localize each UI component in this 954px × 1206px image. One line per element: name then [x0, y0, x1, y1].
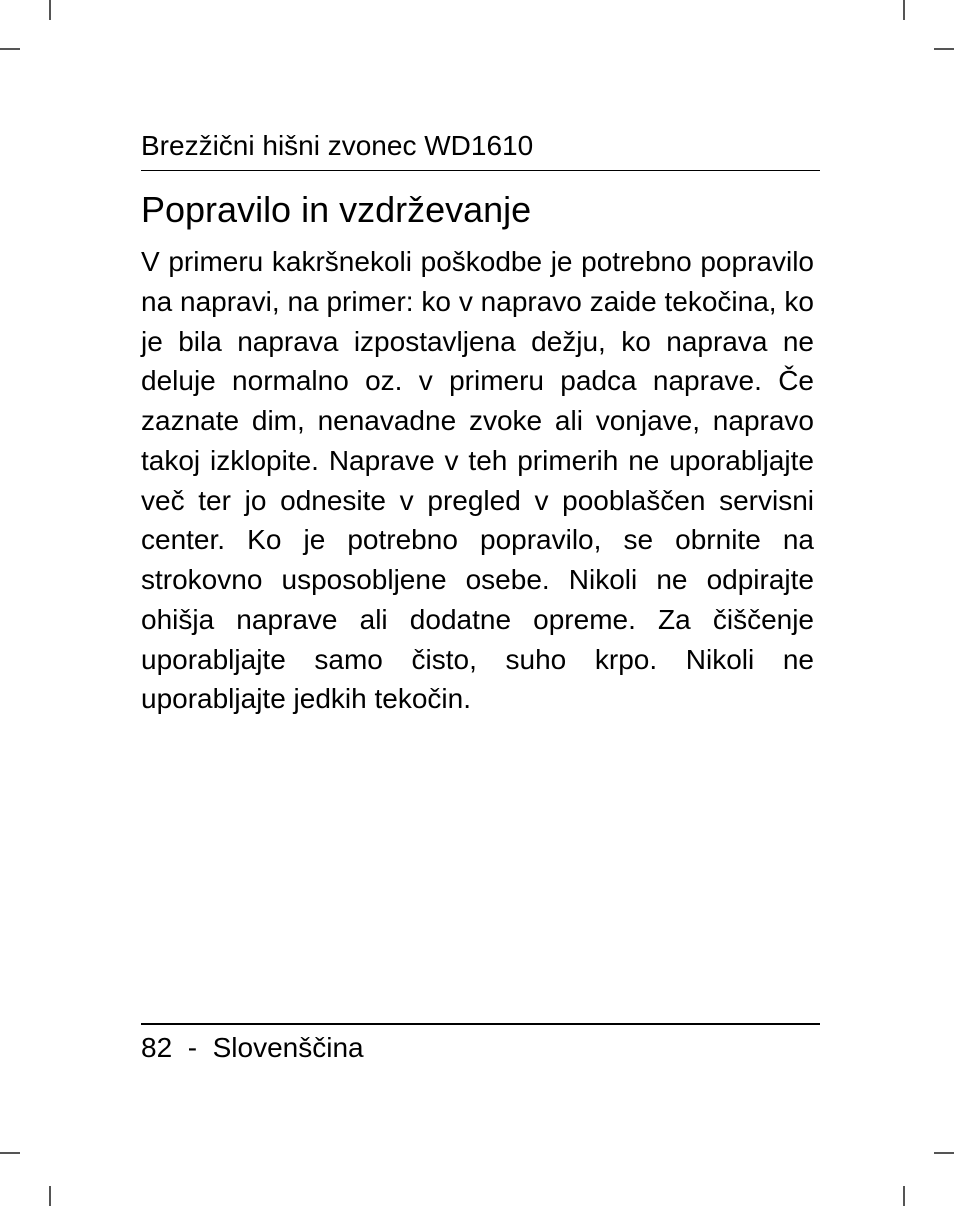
page-number: 82	[141, 1032, 173, 1063]
crop-mark-right-bottom	[934, 1152, 954, 1154]
crop-mark-left-top	[0, 48, 20, 50]
footer-text	[141, 1030, 364, 1066]
page-header	[141, 126, 820, 171]
crop-mark-bottom-right	[903, 1186, 905, 1206]
page-footer	[141, 1023, 820, 1063]
section-title: Popravilo in vzdrževanje	[141, 189, 532, 230]
header-title: Brezžični hišni zvonec WD1610	[141, 130, 534, 161]
crop-mark-left-bottom	[0, 1152, 20, 1154]
crop-mark-top-left	[49, 0, 51, 20]
crop-mark-bottom-left	[49, 1186, 51, 1206]
section-body: V primeru kakršnekoli poškodbe je potrebno popravilo na napravi, na primer: ko v napravo zaide tekočina, ko je bila naprava izpostavljena dežju, ko naprava ne deluje normalno oz. v primeru padca naprave. Če zaznate dim, nenavadne zvoke ali vonjave, napravo takoj izklopite. Naprave v teh primerih ne uporabljajte več ter jo odnesite v pregled v pooblaščen servisni center. Ko je potrebno popravilo, se obrnite na strokovno usposobljene osebe. Nikoli ne odpirajte ohišja naprave ali dodatne opreme. Za čiščenje uporabljajte samo čisto, suho krpo. Nikoli ne uporabljajte jedkih tekočin.	[141, 246, 814, 715]
crop-mark-right-top	[934, 48, 954, 50]
footer-separator: -	[187, 1032, 198, 1063]
crop-mark-top-right	[903, 0, 905, 20]
footer-language: Slovenščina	[212, 1032, 364, 1063]
